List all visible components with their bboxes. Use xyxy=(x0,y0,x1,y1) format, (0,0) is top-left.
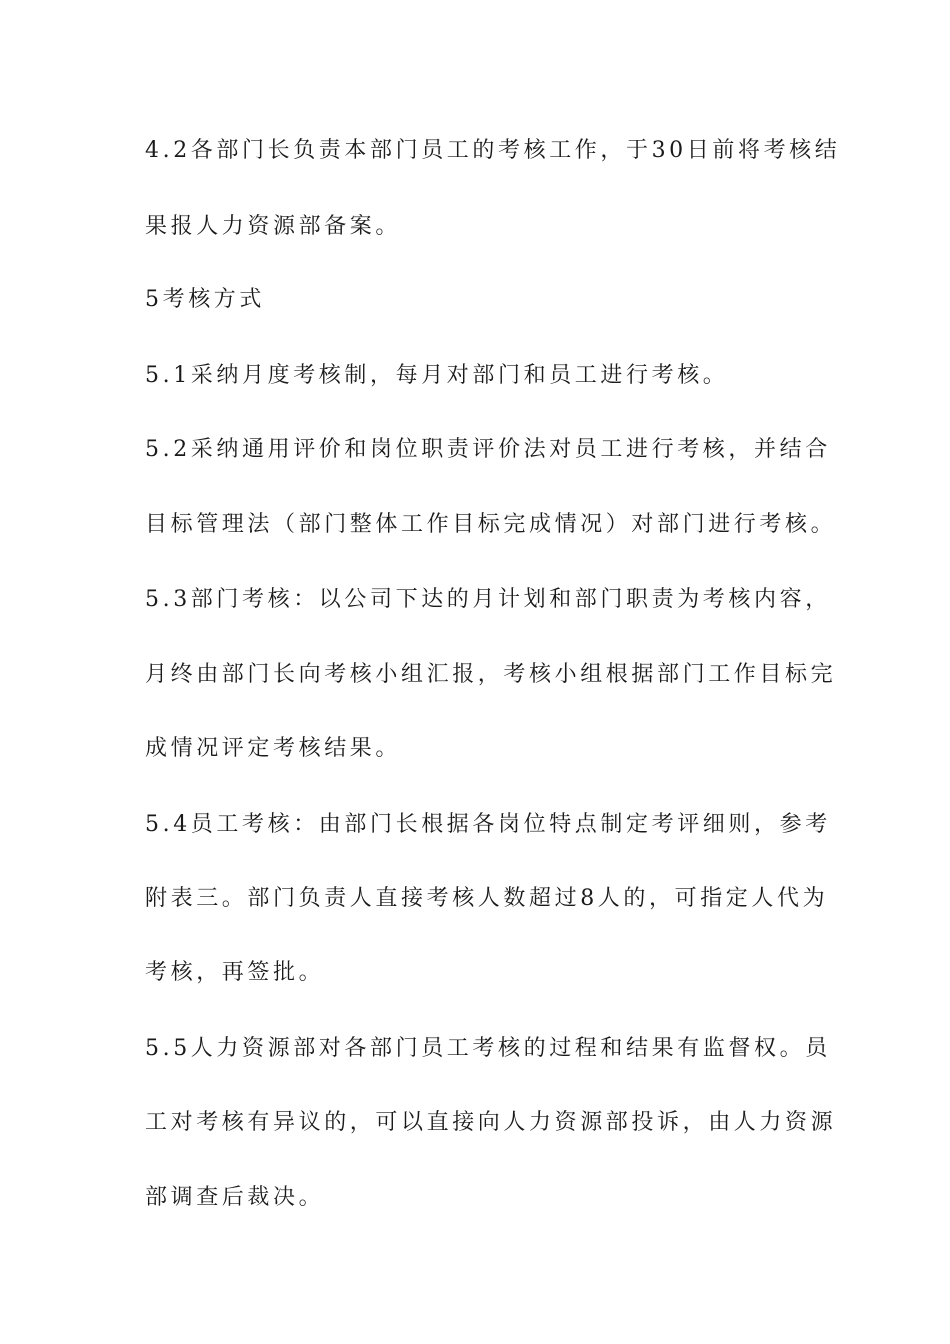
text-line-4-2-b: 果报人力资源部备案。 xyxy=(145,214,402,239)
text-line-5-2-a: 5.2采纳通用评价和岗位职责评价法对员工进行考核，并结合 xyxy=(145,437,831,462)
section-heading-5: 5考核方式 xyxy=(145,287,265,312)
text-line-5-5-c: 部调查后裁决。 xyxy=(145,1185,325,1210)
text-line-5-3-c: 成情况评定考核结果。 xyxy=(145,736,402,761)
text-line-5-1: 5.1采纳月度考核制，每月对部门和员工进行考核。 xyxy=(145,363,729,388)
text-line-5-4-a: 5.4员工考核：由部门长根据各岗位特点制定考评细则，参考 xyxy=(145,812,831,837)
text-line-5-4-c: 考核，再签批。 xyxy=(145,960,325,985)
text-line-5-2-b: 目标管理法（部门整体工作目标完成情况）对部门进行考核。 xyxy=(145,512,837,537)
text-line-5-5-a: 5.5人力资源部对各部门员工考核的过程和结果有监督权。员 xyxy=(145,1036,831,1061)
text-line-5-3-a: 5.3部门考核：以公司下达的月计划和部门职责为考核内容， xyxy=(145,587,831,612)
text-line-4-2-a: 4.2各部门长负责本部门员工的考核工作，于30日前将考核结 xyxy=(145,138,841,163)
text-line-5-3-b: 月终由部门长向考核小组汇报，考核小组根据部门工作目标完 xyxy=(145,662,837,687)
text-line-5-5-b: 工对考核有异议的，可以直接向人力资源部投诉，由人力资源 xyxy=(145,1110,837,1135)
text-line-5-4-b: 附表三。部门负责人直接考核人数超过8人的，可指定人代为 xyxy=(145,886,829,911)
